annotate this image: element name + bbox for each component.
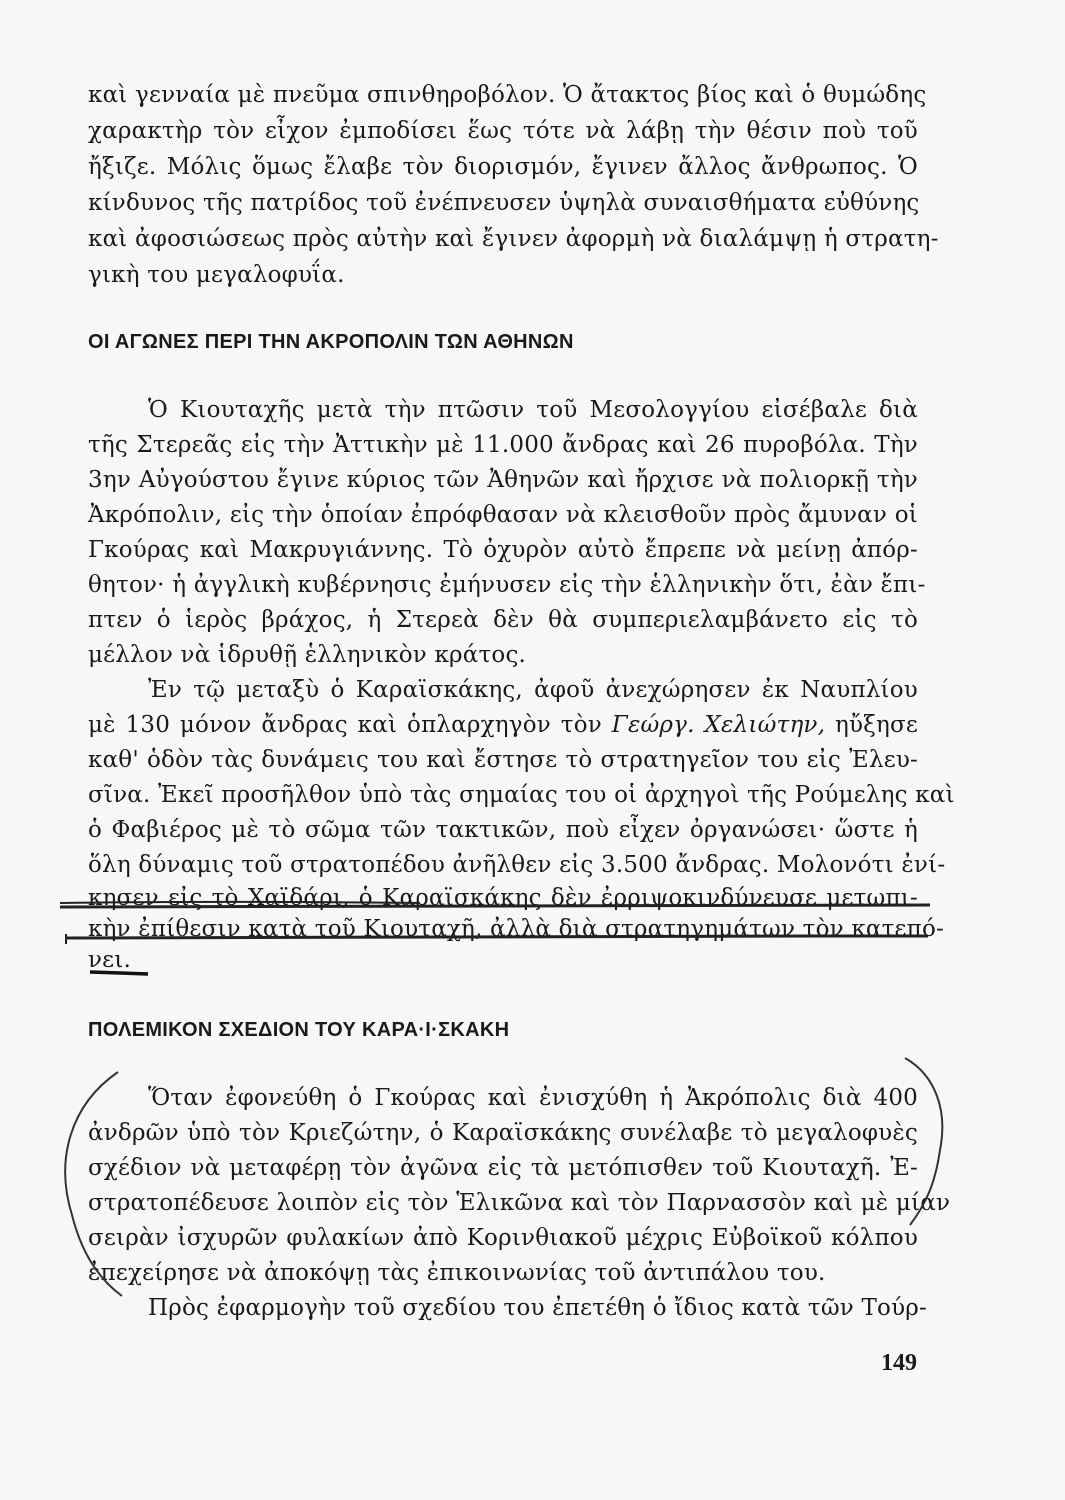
text-line: καὶ ἀφοσιώσεως πρὸς αὐτὴν καὶ ἔγινεν ἀφορμὴ νὰ διαλάμψῃ ἡ στρατη-: [88, 226, 939, 252]
text-line: σχέδιον νὰ μεταφέρῃ τὸν ἀγῶνα εἰς τὰ μετόπισθεν τοῦ Κιουταχῆ. Ἐ-: [88, 1155, 918, 1181]
text-line: νει.: [88, 947, 132, 973]
text-line: 3ην Αὐγούστου ἔγινε κύριος τῶν Ἀθηνῶν καὶ ἤρχισε νὰ πολιορκῇ τὴν: [88, 467, 918, 493]
text-line: γικὴ του μεγαλοφυΐα.: [88, 262, 345, 288]
text-line: θητον· ἡ ἀγγλικὴ κυβέρνησις ἐμήνυσεν εἰς τὴν ἑλληνικὴν ὅτι, ἐὰν ἔπι-: [88, 572, 926, 598]
text-line: πτεν ὁ ἱερὸς βράχος, ἡ Στερεὰ δὲν θὰ συμπεριελαμβάνετο εἰς τὸ: [88, 607, 918, 633]
text-line: ἤξιζε. Μόλις ὅμως ἔλαβε τὸν διορισμόν, ἔγινεν ἄλλος ἄνθρωπος. Ὁ: [88, 154, 918, 180]
text-line: Ὅταν ἐφονεύθη ὁ Γκούρας καὶ ἐνισχύθη ἡ Ἀκρόπολις διὰ 400: [148, 1085, 918, 1111]
text-line: Γκούρας καὶ Μακρυγιάννης. Τὸ ὀχυρὸν αὐτὸ ἔπρεπε νὰ μείνῃ ἀπόρ-: [88, 537, 918, 563]
section-heading-war-plan: ΠΟΛΕΜΙΚΟΝ ΣΧΕΔΙΟΝ ΤΟΥ ΚΑΡΑ·Ι·ΣΚΑΚΗ: [88, 1019, 510, 1041]
text-line: ἐπεχείρησε νὰ ἀποκόψῃ τὰς ἐπικοινωνίας τοῦ ἀντιπάλου του.: [88, 1260, 826, 1286]
text-line: σῖνα. Ἐκεῖ προσῆλθον ὑπὸ τὰς σημαίας του οἱ ἀρχηγοὶ τῆς Ρούμελης καὶ: [88, 782, 955, 808]
text-line-underlined: κὴν ἐπίθεσιν κατὰ τοῦ Κιουταχῆ, ἀλλὰ διὰ στρατηγημάτων τὸν κατεπό-: [88, 916, 945, 942]
text-line-mixed: [88, 708, 918, 742]
text-line: καὶ γενναία μὲ πνεῦμα σπινθηροβόλον. Ὁ ἄτακτος βίος καὶ ὁ θυμώδης: [88, 82, 927, 108]
text-line: κίνδυνος τῆς πατρίδος τοῦ ἐνέπνευσεν ὑψηλὰ συναισθήματα εὐθύνης: [88, 190, 920, 216]
text-line: ὁ Φαβιέρος μὲ τὸ σῶμα τῶν τακτικῶν, ποὺ εἶχεν ὀργανώσει· ὥστε ἡ: [88, 817, 918, 843]
text-line-underlined: κησεν εἰς τὸ Χαϊδάρι, ὁ Καραϊσκάκης δὲν ἐρριψοκινδύνευσε μετωπι-: [88, 885, 918, 911]
text-line: χαρακτὴρ τὸν εἶχον ἐμποδίσει ἕως τότε νὰ λάβῃ τὴν θέσιν ποὺ τοῦ: [88, 118, 918, 144]
text-line: καθ' ὁδὸν τὰς δυνάμεις του καὶ ἔστησε τὸ στρατηγεῖον του εἰς Ἐλευ-: [88, 747, 918, 773]
text-line: Ὁ Κιουταχῆς μετὰ τὴν πτῶσιν τοῦ Μεσολογγίου εἰσέβαλε διὰ: [148, 397, 918, 423]
italic-name: Γεώργ. Χελιώτην,: [611, 712, 826, 738]
text-line: μέλλον νὰ ἱδρυθῇ ἑλληνικὸν κράτος.: [88, 642, 527, 668]
text-line: στρατοπέδευσε λοιπὸν εἰς τὸν Ἑλικῶνα καὶ τὸν Παρνασσὸν καὶ μὲ μίαν: [88, 1190, 951, 1216]
text-line: Πρὸς ἐφαρμογὴν τοῦ σχεδίου του ἐπετέθη ὁ ἴδιος κατὰ τῶν Τούρ-: [148, 1295, 927, 1321]
text-line: τῆς Στερεᾶς εἰς τὴν Ἀττικὴν μὲ 11.000 ἄνδρας καὶ 26 πυροβόλα. Τὴν: [88, 432, 918, 458]
text-line: ἀνδρῶν ὑπὸ τὸν Κριεζώτην, ὁ Καραϊσκάκης συνέλαβε τὸ μεγαλοφυὲς: [88, 1120, 918, 1146]
text-line: Ἀκρόπολιν, εἰς τὴν ὁποίαν ἐπρόφθασαν νὰ κλεισθοῦν πρὸς ἄμυναν οἱ: [88, 502, 918, 528]
text-segment: μὲ 130 μόνον ἄνδρας καὶ ὁπλαρχηγὸν τὸν: [88, 712, 602, 738]
section-heading-acropolis: ΟΙ ΑΓΩΝΕΣ ΠΕΡΙ ΤΗΝ ΑΚΡΟΠΟΛΙΝ ΤΩΝ ΑΘΗΝΩΝ: [88, 331, 574, 353]
text-line: ὅλη δύναμις τοῦ στρατοπέδου ἀνῆλθεν εἰς 3.500 ἄνδρας. Μολονότι ἐνί-: [88, 852, 946, 878]
text-line: Ἐν τῷ μεταξὺ ὁ Καραϊσκάκης, ἀφοῦ ἀνεχώρησεν ἐκ Ναυπλίου: [148, 677, 918, 703]
page-number: 149: [881, 1350, 917, 1376]
text-line: σειρὰν ἰσχυρῶν φυλακίων ἀπὸ Κορινθιακοῦ μέχρις Εὐβοϊκοῦ κόλπου: [88, 1225, 918, 1251]
text-segment: ηὔξησε: [834, 712, 919, 738]
